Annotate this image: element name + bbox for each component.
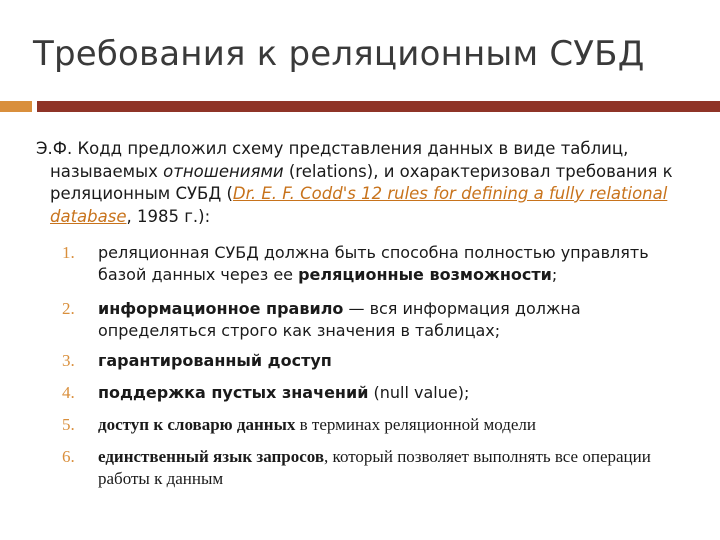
codd-rules-link[interactable]: Dr. E. F. Codd's 12 rules for defining a fully relational database <box>50 184 668 226</box>
item-bold: единственный язык запросов <box>98 447 325 466</box>
list-item <box>62 446 682 490</box>
item-bold: реляционные возможности <box>298 265 552 284</box>
list-item <box>62 298 682 342</box>
list-item <box>62 242 682 286</box>
intro-text-2: (relations), и охарактеризовал требования к реляционным СУБД ( <box>50 161 673 203</box>
item-number: 5. <box>62 415 75 434</box>
item-bold: поддержка пустых значений <box>98 383 369 402</box>
title-bar <box>37 101 720 112</box>
intro-text-1: Э.Ф. Кодд предложил схему представления данных в виде таблиц, называемых <box>36 139 629 181</box>
item-text: реляционная СУБД должна быть способна полностью управлять базой данных через ее <box>98 243 649 284</box>
list-item <box>62 414 682 436</box>
item-number: 2. <box>62 299 75 318</box>
item-bold: информационное правило <box>98 299 344 318</box>
item-bold: доступ к словарю данных <box>98 415 296 434</box>
title-bar-accent <box>0 101 32 112</box>
intro-paragraph <box>36 138 690 228</box>
intro-italic: отношениями <box>163 161 284 181</box>
item-text-end: — вся информация должна определяться строго как значения в таблицах; <box>98 299 581 340</box>
item-bold: гарантированный доступ <box>98 351 332 370</box>
item-text-end: , который позволяет выполнять все операции работы к данным <box>98 447 651 488</box>
item-number: 4. <box>62 383 75 402</box>
intro-text-3: , 1985 г.): <box>126 206 211 226</box>
list-item <box>62 350 682 372</box>
item-number: 3. <box>62 351 75 370</box>
item-number: 1. <box>62 243 75 262</box>
item-text-end: (null value); <box>368 383 470 402</box>
slide-title: Требования к реляционным СУБД <box>33 34 645 74</box>
item-text-end: ; <box>551 265 558 284</box>
item-number: 6. <box>62 447 75 466</box>
item-text-end: в терминах реляционной модели <box>295 415 536 434</box>
list-item <box>62 382 682 404</box>
